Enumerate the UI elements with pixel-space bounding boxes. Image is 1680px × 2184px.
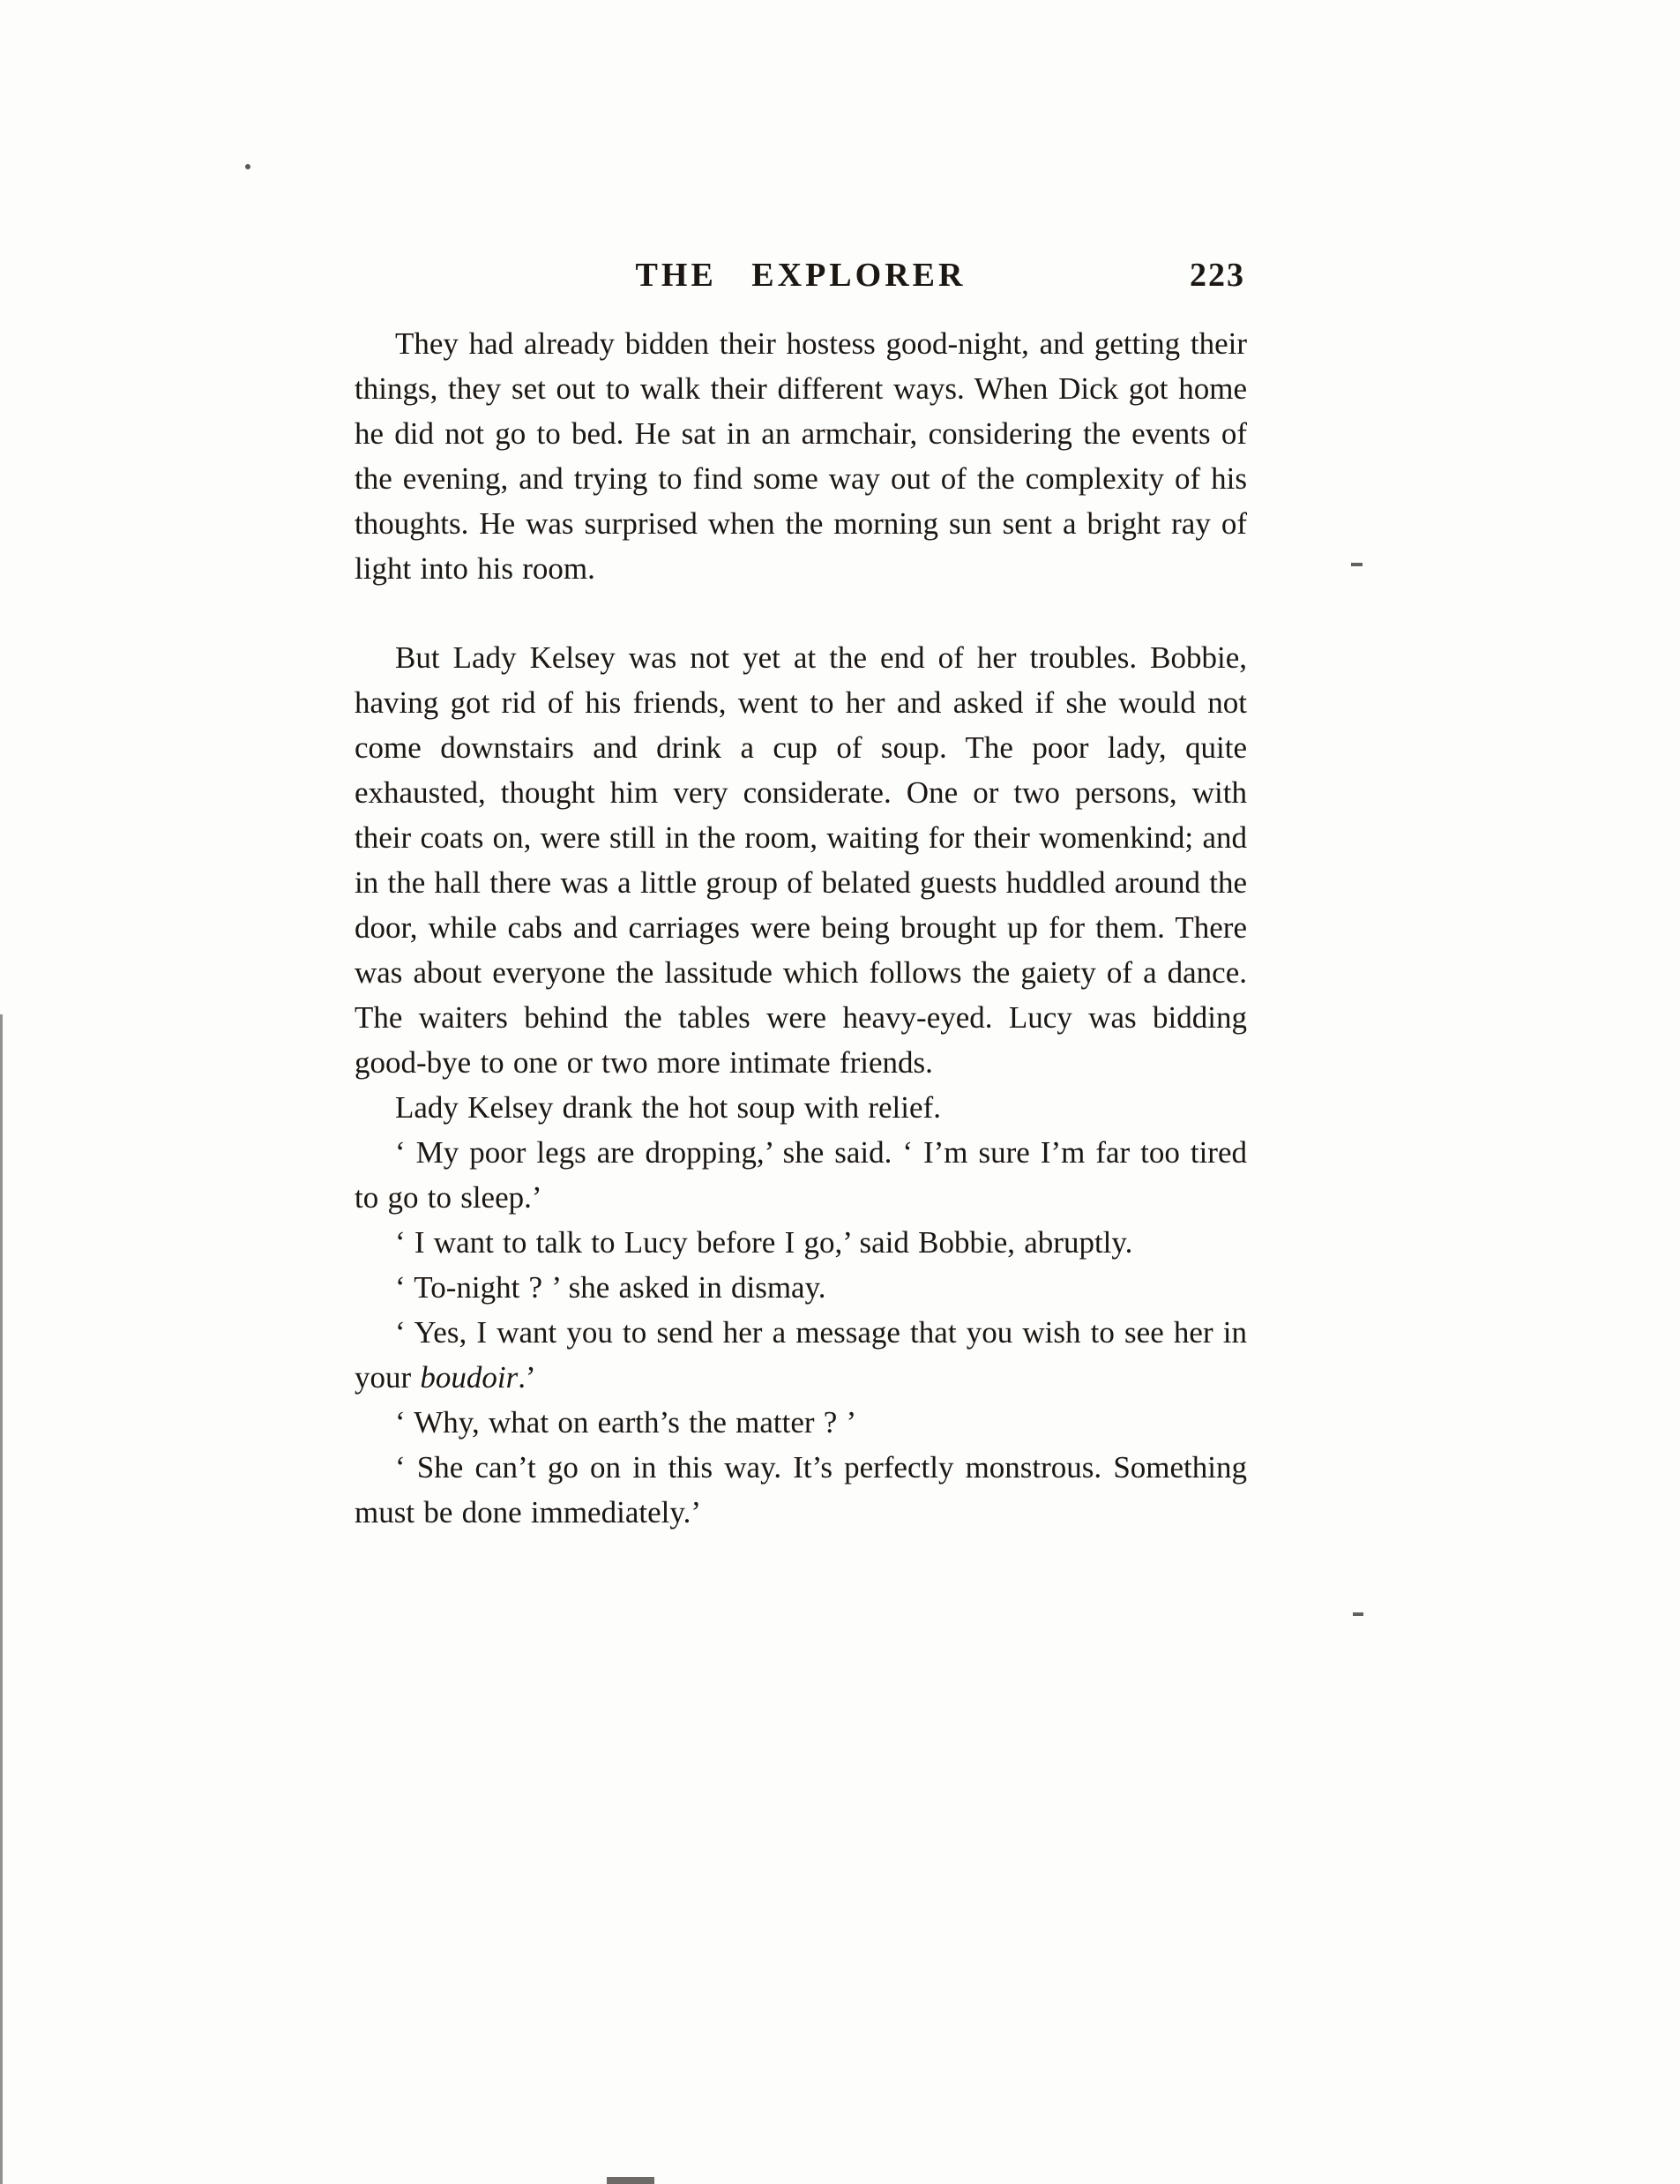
running-head xyxy=(355,256,1247,307)
scan-edge-artifact xyxy=(607,2177,654,2184)
paragraph: ‘ My poor legs are dropping,’ she said. ‘ I’m sure I’m far too tired to go to sleep.’ xyxy=(355,1135,1247,1215)
paragraph: ‘ She can’t go on in this way. It’s perfectly monstrous. Something must be done immediately.’ xyxy=(355,1450,1247,1530)
body-text xyxy=(355,321,1247,1535)
paragraph: ‘ To-night ? ’ she asked in dismay. xyxy=(395,1270,826,1305)
paragraph: They had already bidden their hostess good-night, and getting their things, they set out to walk their different ways. When Dick got home he did not go to bed. He sat in an armchair, considering the events of the evening, and trying to find some way out of the complexity of his thoughts. He was surprised when the morning sun sent a bright ray of light into his room. xyxy=(355,326,1247,586)
scan-speck xyxy=(1351,563,1363,566)
page-title: THE EXPLORER xyxy=(635,257,967,294)
italic-word: boudoir xyxy=(420,1360,519,1395)
scan-speck xyxy=(1353,1612,1363,1616)
text-block xyxy=(355,256,1247,1535)
paragraph: ‘ Why, what on earth’s the matter ? ’ xyxy=(395,1405,857,1440)
paragraph-text: ‘ Yes, I want you to send her a message that you wish to see her in your xyxy=(355,1315,1247,1395)
page-number: 223 xyxy=(1190,257,1245,294)
scan-speck xyxy=(245,164,250,169)
paragraph: ‘ I want to talk to Lucy before I go,’ said Bobbie, abruptly. xyxy=(395,1225,1133,1260)
paragraph-text: .’ xyxy=(518,1360,536,1395)
paragraph: But Lady Kelsey was not yet at the end of her troubles. Bobbie, having got rid of his friends, went to her and asked if she would not come downstairs and drink a cup of soup. The poor lady, quite exhausted, thought him very considerate. One or two persons, with their coats on, were still in the room, waiting for their womenkind; and in the hall there was a little group of belated guests huddled around the door, while cabs and carriages were being brought up for them. There was about everyone the lassitude which follows the gaiety of a dance. The waiters behind the tables were heavy-eyed. Lucy was bidding good-bye to one or two more intimate friends. xyxy=(355,640,1247,1080)
paragraph xyxy=(355,1310,1247,1400)
paragraph: Lady Kelsey drank the hot soup with relief. xyxy=(395,1090,941,1125)
scan-edge-artifact xyxy=(0,1014,3,2184)
